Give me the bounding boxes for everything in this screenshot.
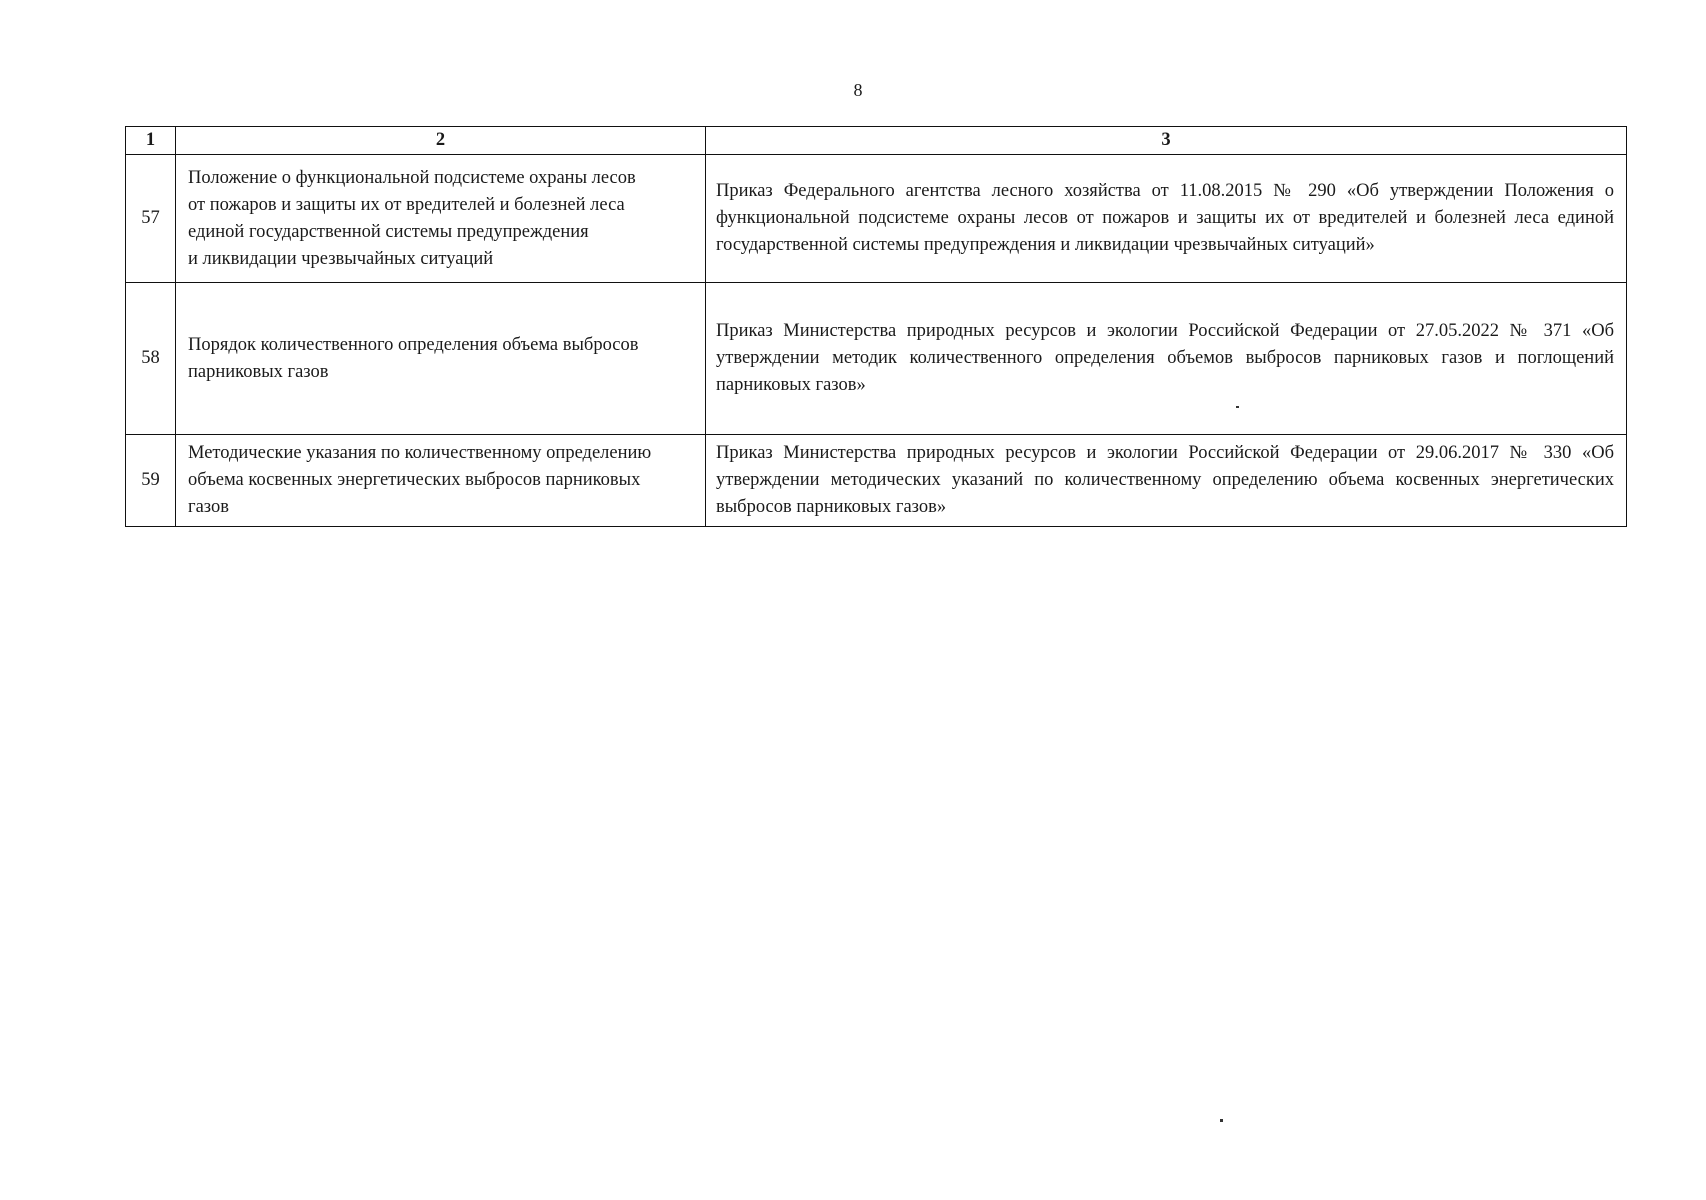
row-number: 58 <box>126 283 176 435</box>
document-name-line: Порядок количественного определения объема выбросов <box>188 334 639 355</box>
order-reference: Приказ Федерального агентства лесного хозяйства от 11.08.2015 № 290 «Об утверждении Положения о функциональной подсистеме охраны лесов от пожаров и защиты их от вредителей и болезней леса единой государственной системы предупреждения и ликвидации чрезвычайных ситуаций» <box>706 155 1627 283</box>
document-name <box>176 155 706 283</box>
document-name-line: Положение о функциональной подсистеме охраны лесов <box>188 167 636 188</box>
scan-speck <box>1236 406 1239 408</box>
table-row <box>126 283 1627 435</box>
document-name <box>176 283 706 435</box>
column-header-2: 2 <box>176 127 706 155</box>
document-name-line: газов <box>188 497 229 517</box>
column-header-1: 1 <box>126 127 176 155</box>
document-name-line: и ликвидации чрезвычайных ситуаций <box>188 248 494 269</box>
document-name <box>176 435 706 527</box>
table-row <box>126 155 1627 283</box>
order-reference: Приказ Министерства природных ресурсов и экологии Российской Федерации от 27.05.2022 № 371 «Об утверждении методик количественного определения объемов выбросов парниковых газов и поглощений парниковых газов» <box>706 283 1627 435</box>
document-table <box>125 126 1627 527</box>
page-number: 8 <box>853 80 863 100</box>
document-name-line: Методические указания по количественному определению <box>188 443 652 463</box>
order-reference: Приказ Министерства природных ресурсов и экологии Российской Федерации от 29.06.2017 № 330 «Об утверждении методических указаний по количественному определению объема косвенных энергетических выбросов парниковых газов» <box>706 435 1627 527</box>
document-name-line: от пожаров и защиты их от вредителей и болезней леса <box>188 194 625 215</box>
document-name-line: единой государственной системы предупреждения <box>188 221 589 242</box>
document-name-line: парниковых газов <box>188 361 329 382</box>
table-row <box>126 435 1627 527</box>
document-name-line: объема косвенных энергетических выбросов парниковых <box>188 470 641 490</box>
table-header-row <box>126 127 1627 155</box>
column-header-3: 3 <box>706 127 1627 155</box>
scan-speck <box>1220 1119 1223 1122</box>
row-number: 59 <box>126 435 176 527</box>
row-number: 57 <box>126 155 176 283</box>
